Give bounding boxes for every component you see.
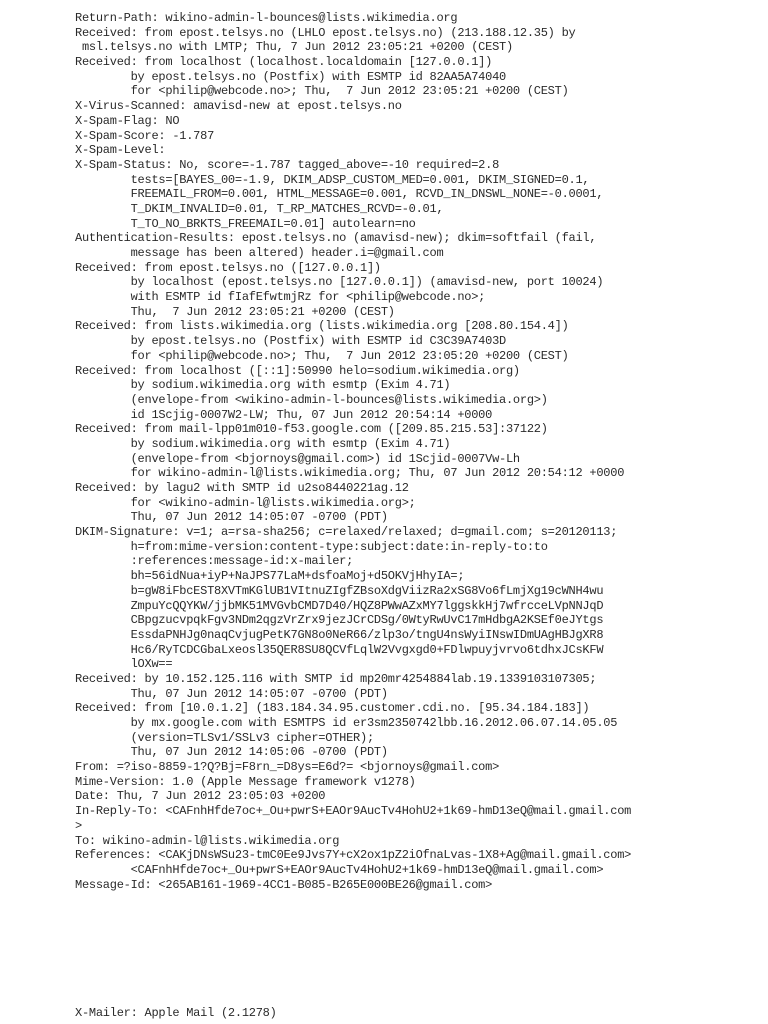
header-line: Received: from localhost (localhost.localdomain [127.0.0.1]) bbox=[75, 55, 493, 70]
header-line: ZmpuYcQQYKW/jjbMK51MVGvbCMD7D40/HQZ8PWwAZxMY7lggskkHj7wfrcceLVpNNJqD bbox=[75, 598, 604, 613]
header-line: X-Spam-Flag: NO bbox=[75, 113, 180, 128]
header-line: lOXw== bbox=[75, 657, 173, 672]
header-line: by sodium.wikimedia.org with esmtp (Exim 4.71) bbox=[75, 378, 451, 393]
header-line: Thu, 07 Jun 2012 14:05:07 -0700 (PDT) bbox=[75, 686, 388, 701]
header-line: T_TO_NO_BRKTS_FREEMAIL=0.01] autolearn=no bbox=[75, 216, 416, 231]
header-line: Thu, 07 Jun 2012 14:05:06 -0700 (PDT) bbox=[75, 745, 388, 760]
header-line: Date: Thu, 7 Jun 2012 23:05:03 +0200 bbox=[75, 789, 326, 804]
header-line: Received: from lists.wikimedia.org (lists.wikimedia.org [208.80.154.4]) bbox=[75, 319, 569, 334]
header-line: X-Spam-Level: bbox=[75, 143, 166, 158]
header-line: by mx.google.com with ESMTPS id er3sm2350742lbb.16.2012.06.07.14.05.05 bbox=[75, 716, 618, 730]
header-line: h=from:mime-version:content-type:subject:date:in-reply-to:to bbox=[75, 539, 548, 554]
header-line: :references:message-id:x-mailer; bbox=[75, 554, 354, 569]
header-line: References: <CAKjDNsWSu23-tmC0Ee9Jvs7Y+cX2ox1pZ2iOfnaLvas-1X8+Ag@mail.gmail.com> bbox=[75, 848, 632, 863]
header-line: Received: by lagu2 with SMTP id u2so8440221ag.12 bbox=[75, 481, 409, 495]
header-line: EssdaPNHJg0naqCvjugPetK7GN8o0NeR66/zlp3o/tngU4nsWyiINswIDmUAgHBJgXR8 bbox=[75, 627, 604, 642]
header-line: <CAFnhHfde7oc+_Ou+pwrS+EAOr9AucTv4HohU2+1k69-hmD13eQ@mail.gmail.com> bbox=[75, 862, 604, 877]
header-line: Received: from epost.telsys.no ([127.0.0.1]) bbox=[75, 260, 381, 275]
header-line: Hc6/RyTCDCGbaLxeosl35QER8SU8QCVfLqlW2Vvgxgd0+FDlwpuyjvrvo6tdhxJCsKFW bbox=[75, 642, 604, 657]
header-line: msl.telsys.no with LMTP; Thu, 7 Jun 2012 23:05:21 +0200 (CEST) bbox=[75, 40, 513, 55]
header-line: for <philip@webcode.no>; Thu, 7 Jun 2012 23:05:21 +0200 (CEST) bbox=[75, 84, 569, 99]
header-line: tests=[BAYES_00=-1.9, DKIM_ADSP_CUSTOM_MED=0.001, DKIM_SIGNED=0.1, bbox=[75, 172, 590, 187]
header-line: (version=TLSv1/SSLv3 cipher=OTHER); bbox=[75, 730, 374, 745]
header-line: message has been altered) header.i=@gmail.com bbox=[75, 246, 444, 260]
header-line: (envelope-from <wikino-admin-l-bounces@lists.wikimedia.org>) bbox=[75, 392, 548, 407]
header-line: with ESMTP id fIafEfwtmjRz for <philip@webcode.no>; bbox=[75, 290, 486, 305]
header-line: > bbox=[75, 818, 82, 833]
header-line: Received: from [10.0.1.2] (183.184.34.95.customer.cdi.no. [95.34.184.183]) bbox=[75, 701, 590, 716]
header-line: by epost.telsys.no (Postfix) with ESMTP id 82AA5A74040 bbox=[75, 69, 506, 84]
header-line: b=gW8iFbcEST8XVTmKGlUB1VItnuZIgfZBsoXdgViizRa2xSG8Vo6fLmjXg19cWNH4wu bbox=[75, 583, 604, 598]
header-line: X-Virus-Scanned: amavisd-new at epost.telsys.no bbox=[75, 99, 402, 114]
header-line: CBpgzucvpqkFgv3NDm2qgzVrZrx9jezJCrCDSg/0WtyRwUvC17mHdbgA2KSEf0eJYtgs bbox=[75, 613, 604, 628]
header-line: by sodium.wikimedia.org with esmtp (Exim 4.71) bbox=[75, 436, 451, 451]
header-line: DKIM-Signature: v=1; a=rsa-sha256; c=relaxed/relaxed; d=gmail.com; s=20120113; bbox=[75, 525, 618, 540]
header-line: Message-Id: <265AB161-1969-4CC1-B085-B265E000BE26@gmail.com> bbox=[75, 877, 493, 892]
header-line: Return-Path: wikino-admin-l-bounces@lists.wikimedia.org bbox=[75, 11, 458, 25]
header-line: bh=56idNua+iyP+NaJPS77LaM+dsfoaMoj+d5OKVjHhyIA=; bbox=[75, 569, 465, 584]
header-line: Received: from mail-lpp01m010-f53.google.com ([209.85.215.53]:37122) bbox=[75, 422, 548, 437]
header-line: (envelope-from <bjornoys@gmail.com>) id 1Scjid-0007Vw-Lh bbox=[75, 451, 520, 466]
header-line: Received: by 10.152.125.116 with SMTP id mp20mr4254884lab.19.1339103107305; bbox=[75, 671, 597, 686]
header-line: Thu, 07 Jun 2012 14:05:07 -0700 (PDT) bbox=[75, 510, 388, 525]
header-line: X-Spam-Score: -1.787 bbox=[75, 128, 215, 143]
header-line: for <philip@webcode.no>; Thu, 7 Jun 2012 23:05:20 +0200 (CEST) bbox=[75, 348, 569, 363]
header-line: for wikino-admin-l@lists.wikimedia.org; Thu, 07 Jun 2012 20:54:12 +0000 bbox=[75, 466, 625, 481]
header-line: Received: from epost.telsys.no (LHLO epost.telsys.no) (213.188.12.35) by bbox=[75, 25, 576, 40]
email-headers-block bbox=[75, 11, 631, 892]
header-line: by localhost (epost.telsys.no [127.0.0.1]) (amavisd-new, port 10024) bbox=[75, 275, 604, 290]
header-line: Received: from localhost ([::1]:50990 helo=sodium.wikimedia.org) bbox=[75, 363, 520, 378]
header-line: Thu, 7 Jun 2012 23:05:21 +0200 (CEST) bbox=[75, 304, 395, 319]
header-line: id 1Scjig-0007W2-LW; Thu, 07 Jun 2012 20:54:14 +0000 bbox=[75, 407, 493, 422]
header-line: In-Reply-To: <CAFnhHfde7oc+_Ou+pwrS+EAOr9AucTv4HohU2+1k69-hmD13eQ@mail.gmail.com bbox=[75, 804, 632, 819]
x-mailer-header: X-Mailer: Apple Mail (2.1278) bbox=[75, 1006, 277, 1020]
header-line: Authentication-Results: epost.telsys.no (amavisd-new); dkim=softfail (fail, bbox=[75, 231, 597, 246]
header-line: From: =?iso-8859-1?Q?Bj=F8rn_=D8ys=E6d?= <bjornoys@gmail.com> bbox=[75, 760, 500, 775]
header-line: Mime-Version: 1.0 (Apple Message framework v1278) bbox=[75, 774, 416, 789]
header-line: FREEMAIL_FROM=0.001, HTML_MESSAGE=0.001, RCVD_IN_DNSWL_NONE=-0.0001, bbox=[75, 187, 604, 202]
header-line: To: wikino-admin-l@lists.wikimedia.org bbox=[75, 833, 340, 848]
header-line: by epost.telsys.no (Postfix) with ESMTP id C3C39A7403D bbox=[75, 334, 506, 349]
header-line: T_DKIM_INVALID=0.01, T_RP_MATCHES_RCVD=-0.01, bbox=[75, 201, 444, 216]
header-line: for <wikino-admin-l@lists.wikimedia.org>; bbox=[75, 495, 416, 510]
header-line: X-Spam-Status: No, score=-1.787 tagged_above=-10 required=2.8 bbox=[75, 157, 500, 172]
